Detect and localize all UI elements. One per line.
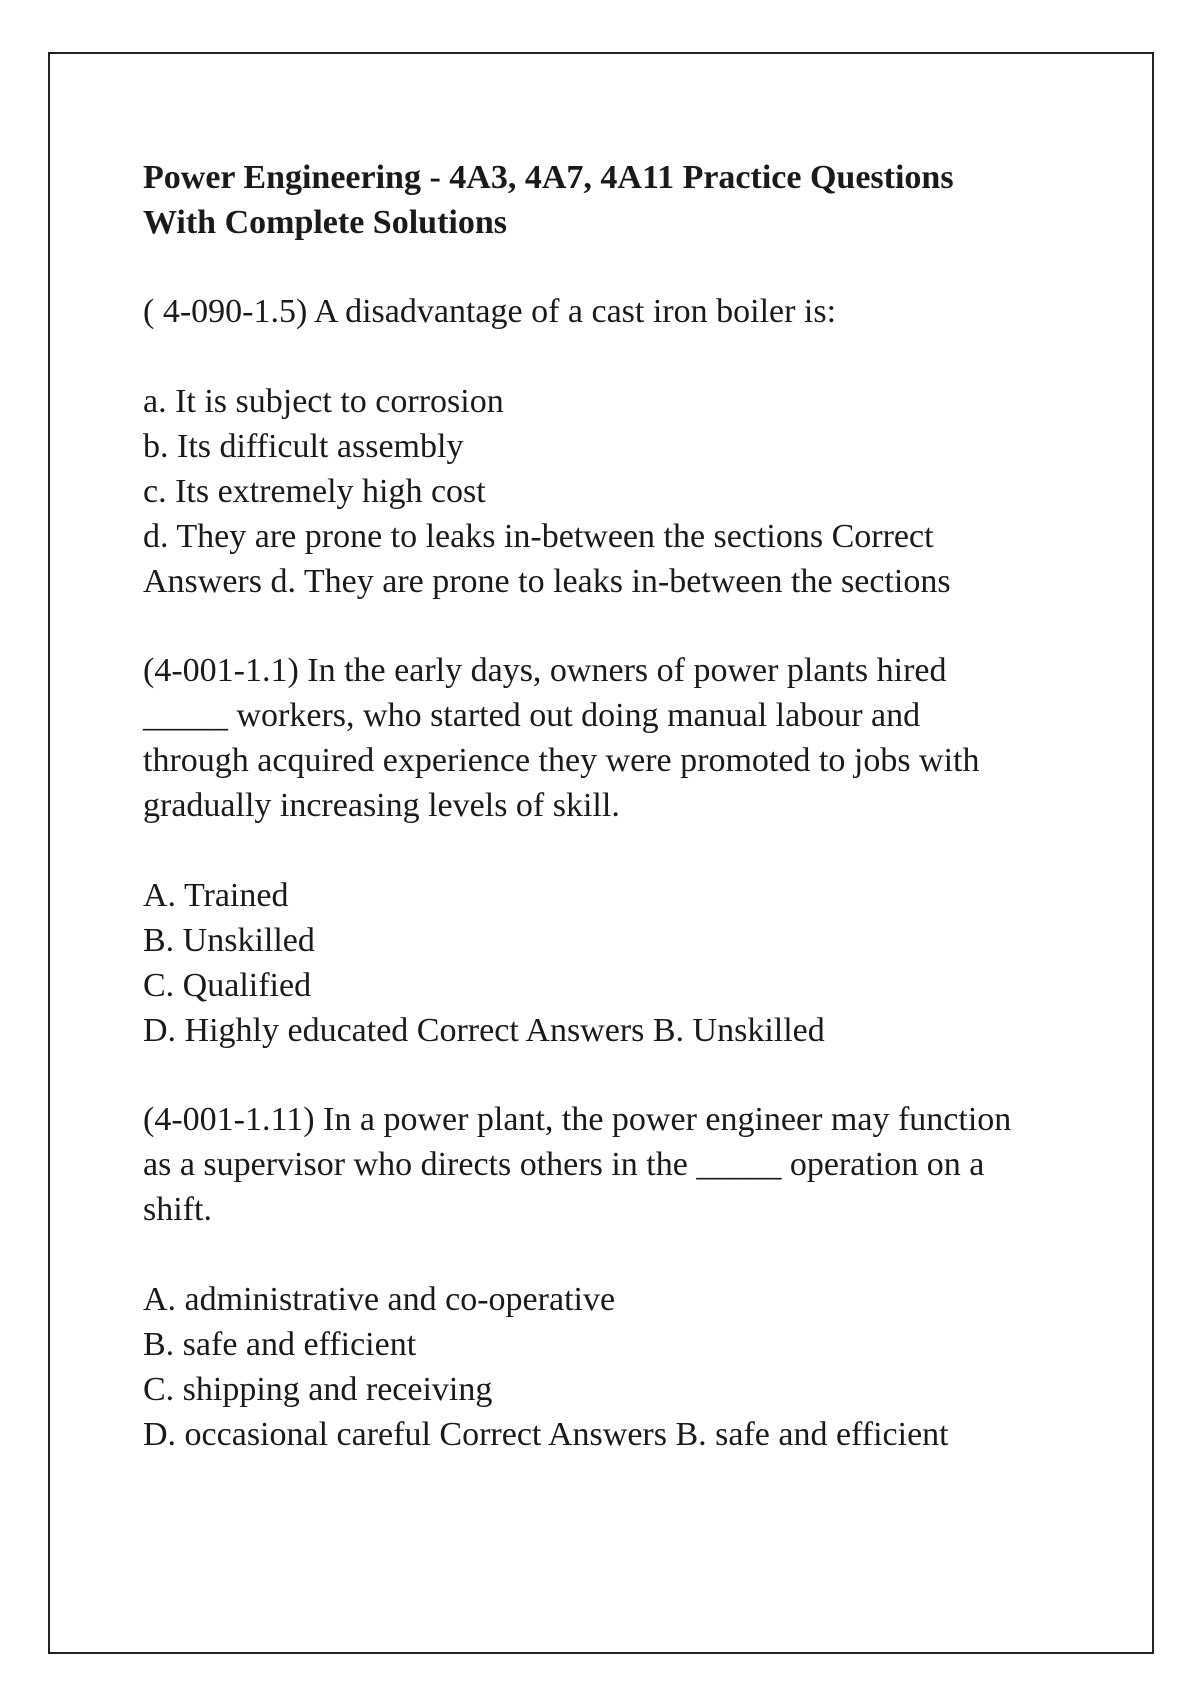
option-d: d. They are prone to leaks in-between the sections Correct [143,518,934,555]
question-1 [143,289,1073,604]
option-b: b. Its difficult assembly [143,428,464,465]
title-line: Power Engineering - 4A3, 4A7, 4A11 Practice Questions [143,159,954,196]
question-3 [143,1097,1073,1457]
question-text-line: as a supervisor who directs others in the _____ operation on a [143,1146,985,1183]
question-text-line: through acquired experience they were promoted to jobs with [143,742,980,779]
option-b: B. safe and efficient [143,1326,417,1363]
answer-options [143,1277,1073,1457]
question-text-line: (4-001-1.11) In a power plant, the power engineer may function [143,1101,1012,1138]
option-c: C. Qualified [143,967,312,1004]
document-body [143,155,1073,1501]
question-text [143,1097,1073,1232]
option-d: D. Highly educated Correct Answers B. Unskilled [143,1012,825,1049]
question-text-line: shift. [143,1191,212,1228]
option-b: B. Unskilled [143,922,315,959]
document-title [143,155,1073,245]
question-text-line: _____ workers, who started out doing manual labour and [143,697,921,734]
option-a: A. administrative and co-operative [143,1281,616,1318]
question-text-line: gradually increasing levels of skill. [143,787,620,824]
correct-answer: Answers d. They are prone to leaks in-between the sections [143,563,951,600]
question-text [143,648,1073,828]
option-a: A. Trained [143,877,289,914]
question-2 [143,648,1073,1053]
question-text-line: (4-001-1.1) In the early days, owners of power plants hired [143,652,947,689]
answer-options [143,379,1073,604]
option-d: D. occasional careful Correct Answers B. safe and efficient [143,1416,949,1453]
question-text: ( 4-090-1.5) A disadvantage of a cast iron boiler is: [143,293,837,330]
option-c: c. Its extremely high cost [143,473,486,510]
option-c: C. shipping and receiving [143,1371,493,1408]
title-line: With Complete Solutions [143,204,507,241]
answer-options [143,873,1073,1053]
option-a: a. It is subject to corrosion [143,383,504,420]
